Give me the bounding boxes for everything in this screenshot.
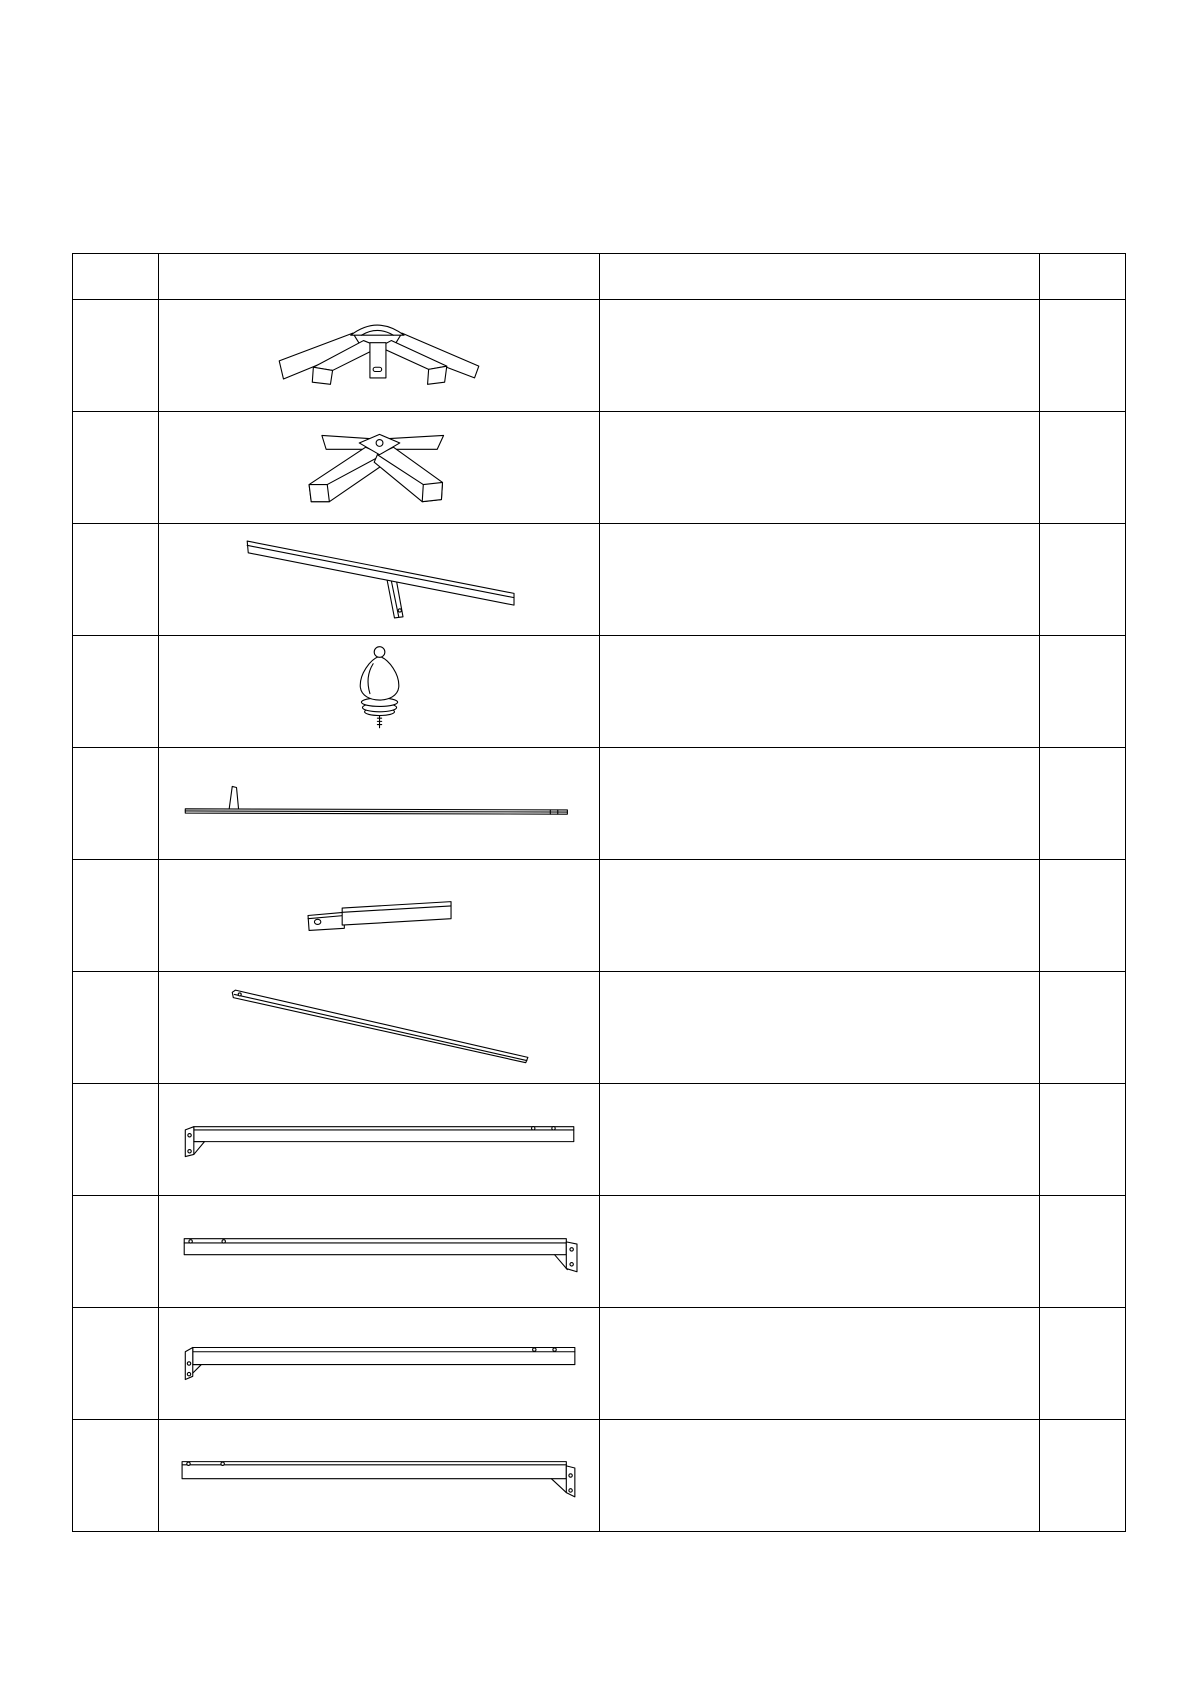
part-quantity-cell — [1040, 300, 1126, 412]
part-number-cell — [73, 636, 159, 748]
telescopic-tube-icon — [159, 860, 599, 971]
part-drawing-cell — [159, 300, 600, 412]
part-number-cell — [73, 1308, 159, 1420]
part-drawing-cell — [159, 972, 600, 1084]
diagonal-bar-icon — [159, 972, 599, 1083]
part-number-cell — [73, 972, 159, 1084]
part-quantity-cell — [1040, 748, 1126, 860]
table-row — [73, 1196, 1126, 1308]
table-row — [73, 972, 1126, 1084]
finial-cap-icon — [159, 636, 599, 747]
header-quantity-cell — [1040, 254, 1126, 300]
table-row — [73, 412, 1126, 524]
part-number-cell — [73, 1196, 159, 1308]
part-description-cell — [600, 860, 1040, 972]
part-description-cell — [600, 412, 1040, 524]
part-number-cell — [73, 1420, 159, 1532]
part-drawing-cell — [159, 1308, 600, 1420]
part-quantity-cell — [1040, 1084, 1126, 1196]
part-number-cell — [73, 748, 159, 860]
beam-left-bracket-short-icon — [159, 1308, 599, 1419]
part-quantity-cell — [1040, 972, 1126, 1084]
header-description-cell — [600, 254, 1040, 300]
table-header-row — [73, 254, 1126, 300]
part-drawing-cell — [159, 636, 600, 748]
table-row — [73, 748, 1126, 860]
part-description-cell — [600, 300, 1040, 412]
part-drawing-cell — [159, 524, 600, 636]
roof-hub-three-way-connector-icon — [159, 300, 599, 411]
part-number-cell — [73, 860, 159, 972]
long-rod-with-tab-icon — [159, 748, 599, 859]
part-quantity-cell — [1040, 1308, 1126, 1420]
part-description-cell — [600, 1084, 1040, 1196]
part-quantity-cell — [1040, 412, 1126, 524]
part-description-cell — [600, 1196, 1040, 1308]
part-description-cell — [600, 748, 1040, 860]
part-quantity-cell — [1040, 860, 1126, 972]
part-drawing-cell — [159, 1420, 600, 1532]
part-number-cell — [73, 412, 159, 524]
part-quantity-cell — [1040, 1196, 1126, 1308]
part-drawing-cell — [159, 1084, 600, 1196]
table-row — [73, 860, 1126, 972]
beam-left-bracket-icon — [159, 1084, 599, 1195]
header-number-cell — [73, 254, 159, 300]
part-number-cell — [73, 300, 159, 412]
part-description-cell — [600, 524, 1040, 636]
part-description-cell — [600, 636, 1040, 748]
part-drawing-cell — [159, 860, 600, 972]
roof-hub-four-way-connector-icon — [159, 412, 599, 523]
table-row — [73, 1308, 1126, 1420]
parts-table — [72, 253, 1126, 1532]
part-number-cell — [73, 1084, 159, 1196]
part-description-cell — [600, 1420, 1040, 1532]
part-quantity-cell — [1040, 1420, 1126, 1532]
beam-right-bracket-short-icon — [159, 1420, 599, 1531]
table-row — [73, 524, 1126, 636]
part-description-cell — [600, 972, 1040, 1084]
table-row — [73, 636, 1126, 748]
part-number-cell — [73, 524, 159, 636]
part-quantity-cell — [1040, 636, 1126, 748]
table-row — [73, 1084, 1126, 1196]
table-row — [73, 1420, 1126, 1532]
part-drawing-cell — [159, 412, 600, 524]
roof-rafter-with-post-icon — [159, 524, 599, 635]
header-drawing-cell — [159, 254, 600, 300]
table-row — [73, 300, 1126, 412]
beam-right-bracket-icon — [159, 1196, 599, 1307]
part-description-cell — [600, 1308, 1040, 1420]
part-drawing-cell — [159, 748, 600, 860]
part-quantity-cell — [1040, 524, 1126, 636]
part-drawing-cell — [159, 1196, 600, 1308]
